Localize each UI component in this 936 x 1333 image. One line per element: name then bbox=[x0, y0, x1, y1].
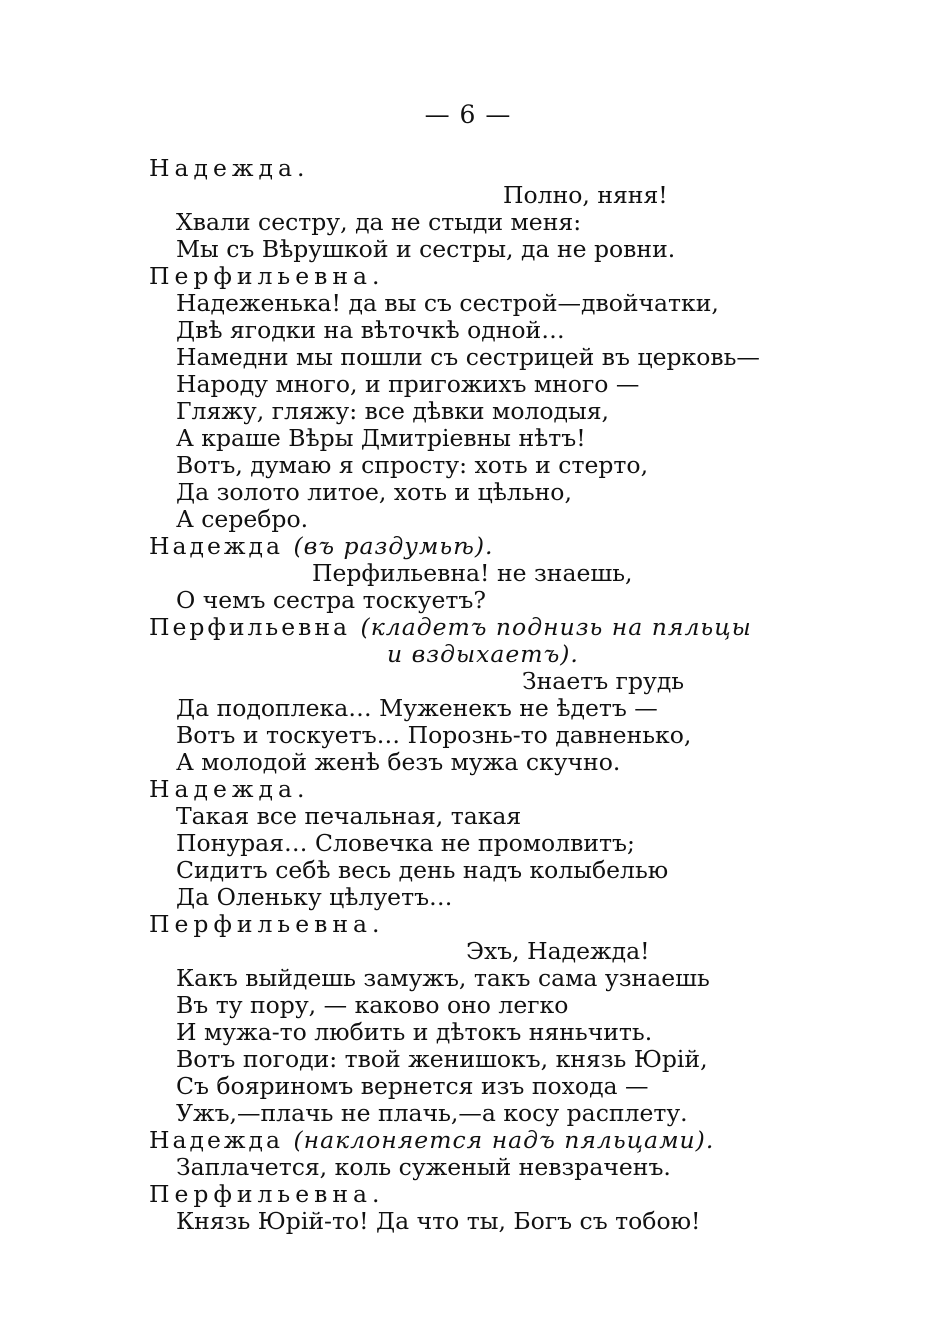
verse-line: Вотъ погоди: твой женишокъ, князь Юрій, bbox=[176, 1045, 708, 1073]
page-number: — 6 — bbox=[424, 100, 512, 129]
verse-line: И мужа-то любить и дѣтокъ няньчить. bbox=[176, 1018, 653, 1046]
verse-line: Двѣ ягодки на вѣточкѣ одной… bbox=[176, 316, 565, 344]
verse-line: Какъ выйдешь замужъ, такъ сама узнаешь bbox=[176, 964, 710, 992]
speaker-name: Перфильевна. bbox=[149, 262, 385, 290]
verse-line: Надеженька! да вы съ сестрой—двойчатки, bbox=[176, 289, 719, 317]
verse-line: Да подоплека… Муженекъ не ѣдетъ — bbox=[176, 694, 658, 722]
verse-line: А краше Вѣры Дмитріевны нѣтъ! bbox=[176, 424, 586, 452]
verse-line: Эхъ, Надежда! bbox=[466, 937, 650, 965]
speaker-label: Перфильевна bbox=[149, 613, 351, 641]
verse-line: Да золото литое, хоть и цѣльно, bbox=[176, 478, 572, 506]
verse-line: Полно, няня! bbox=[503, 181, 668, 209]
verse-line: Мы съ Вѣрушкой и сестры, да не ровни. bbox=[176, 235, 676, 263]
verse-line: Такая все печальная, такая bbox=[176, 802, 522, 830]
verse-line: О чемъ сестра тоскуетъ? bbox=[176, 586, 486, 614]
verse-line: Вотъ, думаю я спросту: хоть и стерто, bbox=[176, 451, 649, 479]
speaker-name: Надежда. bbox=[149, 775, 310, 803]
stage-direction: (наклоняется надъ пяльцами). bbox=[293, 1126, 715, 1154]
speaker-name: Надежда. bbox=[149, 154, 310, 182]
verse-line: Въ ту пору, — каково оно легко bbox=[176, 991, 569, 1019]
speaker-name bbox=[149, 1127, 714, 1154]
verse-line: Намедни мы пошли съ сестрицей въ церковь— bbox=[176, 343, 760, 371]
speaker-name bbox=[149, 533, 494, 560]
verse-line: Народу много, и пригожихъ много — bbox=[176, 370, 640, 398]
verse-line: А серебро. bbox=[176, 505, 309, 533]
verse-line: Понурая… Словечка не промолвитъ; bbox=[176, 829, 635, 857]
verse-line: Заплачется, коль суженый невзраченъ. bbox=[176, 1153, 671, 1181]
verse-line: Князь Юрій-то! Да что ты, Богъ съ тобою! bbox=[176, 1207, 701, 1235]
verse-line: А молодой женѣ безъ мужа скучно. bbox=[176, 748, 621, 776]
speaker-label: Надежда bbox=[149, 532, 283, 560]
verse-line: Хвали сестру, да не стыди меня: bbox=[176, 208, 582, 236]
verse-line: Знаетъ грудь bbox=[522, 667, 685, 695]
verse-line: Ужъ,—плачь не плачь,—а косу расплету. bbox=[176, 1099, 688, 1127]
verse-line: Вотъ и тоскуетъ… Порознь-то давненько, bbox=[176, 721, 692, 749]
stage-direction: (кладетъ поднизь на пяльцы bbox=[360, 613, 752, 641]
speaker-label: Надежда bbox=[149, 1126, 283, 1154]
verse-line: Да Оленьку цѣлуетъ… bbox=[176, 883, 453, 911]
speaker-name bbox=[149, 614, 752, 641]
stage-direction: (въ раздумьѣ). bbox=[293, 532, 494, 560]
verse-line: Гляжу, гляжу: все дѣвки молодыя, bbox=[176, 397, 610, 425]
speaker-name: Перфильевна. bbox=[149, 1180, 385, 1208]
verse-line: Съ бояриномъ вернется изъ похода — bbox=[176, 1072, 649, 1100]
speaker-name: Перфильевна. bbox=[149, 910, 385, 938]
stage-direction: и вздыхаетъ). bbox=[387, 640, 579, 668]
verse-line: Сидитъ себѣ весь день надъ колыбелью bbox=[176, 856, 669, 884]
verse-line: Перфильевна! не знаешь, bbox=[312, 559, 633, 587]
